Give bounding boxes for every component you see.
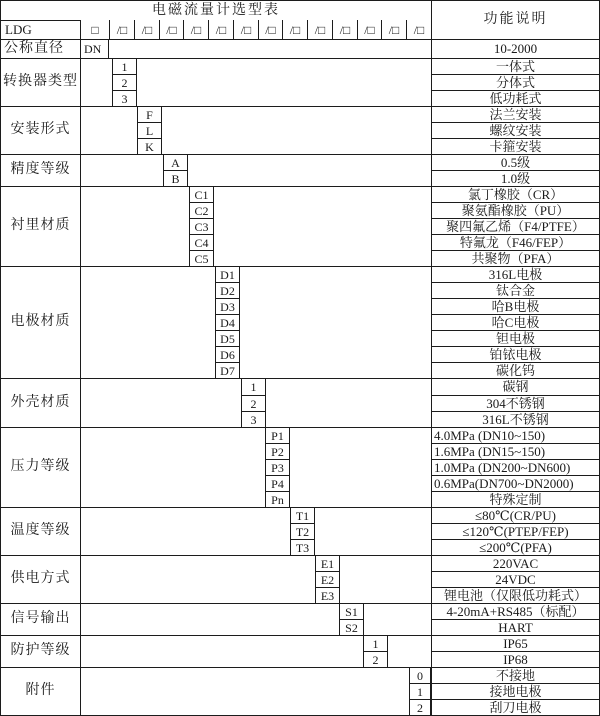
description-cell-8-1: ≤120℃(PTEP/FEP) — [432, 523, 599, 540]
selector-slot-10: /□ — [332, 20, 357, 39]
description-cell-8-0: ≤80℃(CR/PU) — [432, 507, 599, 524]
category-label-4: 衬里材质 — [10, 218, 71, 233]
code-cell-3-1: B — [163, 170, 188, 187]
code-cell-7-0: P1 — [265, 427, 290, 444]
description-cell-5-3: 哈C电极 — [432, 314, 599, 331]
code-cell-8-0: T1 — [290, 507, 315, 524]
category-label-0: 公称直径 — [4, 40, 64, 56]
code-cell-2-2: K — [137, 138, 162, 155]
description-cell-5-5: 铂铱电极 — [432, 346, 599, 363]
code-cell-11-1: 2 — [363, 651, 388, 668]
code-cell-4-3: C4 — [189, 234, 214, 251]
description-cell-4-0: 氯丁橡胶（CR） — [432, 186, 599, 203]
code-cell-1-2: 3 — [112, 90, 137, 107]
selector-slot-9: /□ — [307, 20, 332, 39]
description-cell-10-1: HART — [432, 619, 599, 636]
code-cell-2-1: L — [137, 122, 162, 139]
code-cell-5-0: D1 — [215, 266, 240, 283]
description-cell-2-2: 卡箍安装 — [432, 138, 599, 155]
code-cell-7-1: P2 — [265, 443, 290, 460]
selector-slot-13: /□ — [406, 20, 431, 39]
description-cell-1-0: 一体式 — [432, 58, 599, 75]
code-cell-6-1: 2 — [241, 395, 266, 412]
code-cell-6-0: 1 — [241, 378, 266, 396]
code-cell-1-0: 1 — [112, 58, 137, 75]
code-cell-5-3: D4 — [215, 314, 240, 331]
description-cell-8-2: ≤200℃(PFA) — [432, 539, 599, 556]
description-cell-6-1: 304不锈钢 — [432, 395, 599, 412]
category-label-6: 外壳材质 — [10, 394, 71, 410]
description-cell-1-2: 低功耗式 — [432, 90, 599, 107]
code-cell-7-2: P3 — [265, 459, 290, 476]
selector-slot-5: /□ — [208, 20, 233, 39]
description-cell-9-0: 220VAC — [432, 555, 599, 572]
description-cell-7-0: 4.0MPa (DN10~150) — [432, 427, 599, 444]
code-cell-12-1: 1 — [409, 683, 431, 700]
selector-slot-8: /□ — [282, 20, 307, 39]
description-cell-5-1: 钛合金 — [432, 282, 599, 299]
code-cell-4-2: C3 — [189, 218, 214, 235]
description-cell-6-2: 316L不锈钢 — [432, 411, 599, 428]
code-cell-1-1: 2 — [112, 74, 137, 91]
code-cell-8-2: T3 — [290, 539, 315, 556]
description-cell-12-1: 接地电极 — [432, 683, 599, 700]
description-cell-7-2: 1.0MPa (DN200~DN600) — [432, 459, 599, 476]
code-cell-5-2: D3 — [215, 298, 240, 315]
selector-slot-3: /□ — [159, 20, 183, 39]
code-cell-5-1: D2 — [215, 282, 240, 299]
code-cell-2-0: F — [137, 106, 162, 123]
page-title: 电磁流量计选型表 — [152, 2, 280, 18]
category-label-7: 压力等级 — [10, 459, 71, 474]
code-cell-9-1: E2 — [315, 571, 340, 588]
code-cell-6-2: 3 — [241, 411, 266, 428]
description-cell-9-1: 24VDC — [432, 571, 599, 588]
description-cell-0-0: 10-2000 — [432, 39, 599, 59]
code-cell-4-0: C1 — [189, 186, 214, 203]
code-cell-11-0: 1 — [363, 635, 388, 652]
description-cell-12-0: 不接地 — [432, 667, 599, 684]
code-cell-10-1: S2 — [339, 619, 364, 636]
code-cell-9-2: E3 — [315, 587, 340, 604]
code-cell-4-1: C2 — [189, 202, 214, 219]
code-cell-3-0: A — [163, 154, 188, 171]
code-cell-5-5: D6 — [215, 346, 240, 363]
category-label-5: 电极材质 — [10, 314, 71, 329]
description-cell-4-4: 共聚物（PFA） — [432, 250, 599, 267]
description-cell-3-1: 1.0级 — [432, 170, 599, 187]
description-cell-9-2: 锂电池（仅限低功耗式） — [432, 587, 599, 604]
code-cell-0-0: DN — [80, 39, 109, 59]
description-cell-3-0: 0.5级 — [432, 154, 599, 171]
code-cell-5-4: D5 — [215, 330, 240, 347]
description-cell-4-3: 特氟龙（F46/FEP） — [432, 234, 599, 251]
description-cell-7-1: 1.6MPa (DN15~150) — [432, 443, 599, 460]
code-cell-12-0: 0 — [409, 667, 431, 684]
category-label-2: 安装形式 — [10, 122, 71, 137]
category-label-1: 转换器类型 — [3, 74, 78, 89]
code-cell-4-4: C5 — [189, 250, 214, 267]
description-cell-2-1: 螺纹安装 — [432, 122, 599, 139]
category-label-12: 附件 — [25, 683, 56, 698]
code-cell-8-1: T2 — [290, 523, 315, 540]
description-cell-10-0: 4-20mA+RS485（标配） — [432, 603, 599, 620]
description-cell-4-1: 聚氨酯橡胶（PU） — [432, 202, 599, 219]
description-cell-5-2: 哈B电极 — [432, 298, 599, 315]
description-cell-7-3: 0.6MPa(DN700~DN2000) — [432, 475, 599, 492]
description-cell-7-4: 特殊定制 — [432, 491, 599, 508]
category-label-8: 温度等级 — [10, 523, 71, 538]
code-cell-7-4: Pn — [265, 491, 290, 508]
code-cell-9-0: E1 — [315, 555, 340, 572]
selector-slot-11: /□ — [357, 20, 381, 39]
category-label-3: 精度等级 — [10, 162, 71, 177]
code-cell-10-0: S1 — [339, 603, 364, 620]
code-cell-5-6: D7 — [215, 362, 240, 379]
function-column-header: 功能说明 — [483, 12, 548, 27]
selector-slot-6: /□ — [233, 20, 258, 39]
description-cell-4-2: 聚四氟乙烯（F4/PTFE） — [432, 218, 599, 235]
description-cell-11-1: IP68 — [432, 651, 599, 668]
category-label-11: 防护等级 — [10, 643, 71, 658]
selector-slot-12: /□ — [381, 20, 406, 39]
description-cell-5-0: 316L电极 — [432, 266, 599, 283]
category-label-9: 供电方式 — [10, 571, 71, 586]
description-cell-5-6: 碳化钨 — [432, 362, 599, 379]
selector-slot-2: /□ — [134, 20, 159, 39]
description-cell-1-1: 分体式 — [432, 74, 599, 91]
selector-slot-0: □ — [80, 20, 109, 39]
description-cell-6-0: 碳钢 — [432, 378, 599, 396]
description-cell-5-4: 钽电极 — [432, 330, 599, 347]
model-prefix: LDG — [5, 22, 32, 37]
selector-slot-7: /□ — [258, 20, 282, 39]
code-cell-7-3: P4 — [265, 475, 290, 492]
code-cell-12-2: 2 — [409, 699, 431, 716]
description-cell-12-2: 刮刀电极 — [432, 699, 599, 716]
selector-slot-4: /□ — [183, 20, 208, 39]
description-cell-2-0: 法兰安装 — [432, 106, 599, 123]
selector-slot-1: /□ — [109, 20, 134, 39]
category-column-border — [80, 20, 81, 715]
category-label-10: 信号输出 — [10, 611, 71, 626]
description-cell-11-0: IP65 — [432, 635, 599, 652]
